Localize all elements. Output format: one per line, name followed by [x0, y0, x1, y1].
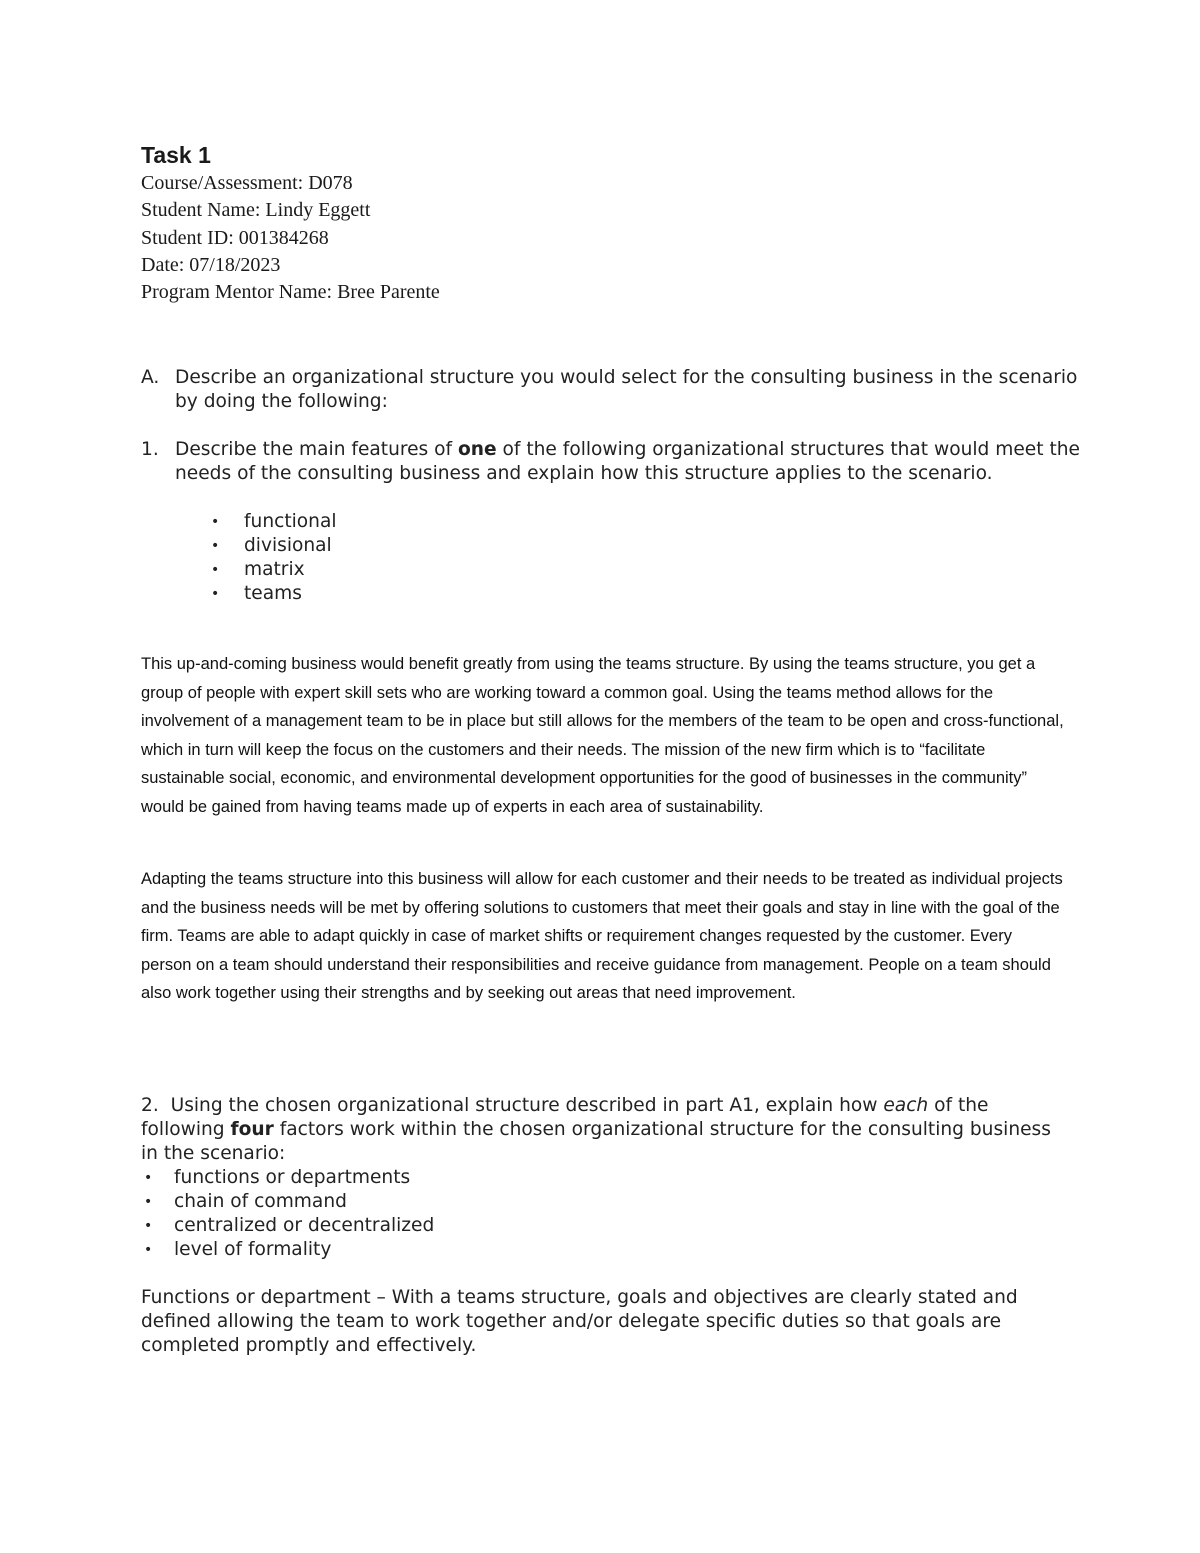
option-teams: teams — [244, 583, 302, 604]
bullet-icon: • — [144, 1242, 153, 1258]
date-line: Date: 07/18/2023 — [141, 253, 281, 276]
list-item — [211, 558, 337, 582]
question-2-text-4: factors work within the chosen organizational structure for the consulting business in the scenario: — [141, 1119, 1051, 1164]
section-a-label: A. — [141, 367, 160, 388]
question-2-label: 2. — [141, 1095, 159, 1116]
bullet-icon: • — [144, 1218, 153, 1234]
question-1-text-after: of the following organizational structures that would meet the needs of the consulting business and explain how this structure applies to the scenario. — [175, 439, 1080, 484]
list-item — [211, 510, 337, 534]
bullet-icon: • — [211, 562, 220, 578]
question-2-prompt — [141, 1094, 1061, 1166]
factor-formality: level of formality — [174, 1239, 332, 1260]
option-matrix: matrix — [244, 559, 305, 580]
question-2-text-1: Using the chosen organizational structure described in part A1, explain how — [170, 1095, 884, 1116]
list-item — [211, 534, 337, 558]
section-a-prompt — [141, 366, 1081, 414]
bullet-icon: • — [144, 1194, 153, 1210]
answer-1-paragraph-1: This up-and-coming business would benefit greatly from using the teams structure. By using the teams structure, you get a group of people with expert skill sets who are working toward a common goal. Using the teams method allows for the involvement of a management team to be in place but still allows for the members of the team to be open and cross-functional, which in turn will keep the focus on the customers and their needs. The mission of the new firm which is to “facilitate sustainable social, economic, and environmental development opportunities for the good of businesses in the community” would be gained from having teams made up of experts in each area of sustainability. — [141, 655, 1064, 816]
question-2-text-2: of the — [928, 1095, 989, 1116]
answer-1-paragraph-2: Adapting the teams structure into this business will allow for each customer and their needs to be treated as individual projects and the business needs will be met by offering solutions to customers that meet their goals and stay in line with the goal of the firm. Teams are able to adapt quickly in case of market shifts or requirement changes requested by the customer. Every person on a team should understand their responsibilities and receive guidance from management. People on a team should also work together using their strengths and by seeking out areas that need improvement. — [141, 870, 1063, 1003]
list-item — [141, 1190, 434, 1214]
student-info-block — [141, 170, 440, 306]
question-1-emphasis: one — [457, 439, 497, 460]
mentor-line: Program Mentor Name: Bree Parente — [141, 281, 440, 304]
bullet-icon: • — [144, 1170, 153, 1186]
list-item — [141, 1166, 434, 1190]
question-2-emphasis-four: four — [230, 1119, 274, 1140]
question-1-text — [175, 438, 1081, 486]
bullet-icon: • — [211, 514, 220, 530]
list-item — [211, 582, 337, 606]
option-divisional: divisional — [244, 535, 332, 556]
factor-centralization: centralized or decentralized — [174, 1215, 435, 1236]
question-2-emphasis-each: each — [883, 1095, 929, 1116]
bullet-icon: • — [211, 586, 220, 602]
question-1-label: 1. — [141, 439, 159, 460]
course-line: Course/Assessment: D078 — [141, 172, 353, 194]
question-2-text-3: following — [141, 1119, 231, 1140]
student-id-line: Student ID: 001384268 — [141, 226, 329, 249]
answer-2-paragraph-1: Functions or department – With a teams structure, goals and objectives are clearly stated and defined allowing the team to work together and/or delegate specific duties so that goals are completed promptly and effectively. — [141, 1287, 1018, 1356]
task-title: Task 1 — [141, 142, 211, 168]
list-item — [141, 1214, 434, 1238]
student-name-line: Student Name: Lindy Eggett — [141, 199, 371, 222]
factor-chain-of-command: chain of command — [174, 1191, 347, 1212]
question-1-text-before: Describe the main features of — [175, 439, 458, 460]
factors-list — [141, 1166, 434, 1262]
list-item — [141, 1238, 434, 1262]
section-a-text: Describe an organizational structure you would select for the consulting business in the scenario by doing the following: — [175, 367, 1078, 412]
bullet-icon: • — [211, 538, 220, 554]
option-functional: functional — [244, 511, 337, 532]
structure-options-list — [211, 510, 337, 606]
question-1-prompt — [141, 438, 1081, 486]
factor-functions: functions or departments — [174, 1167, 411, 1188]
